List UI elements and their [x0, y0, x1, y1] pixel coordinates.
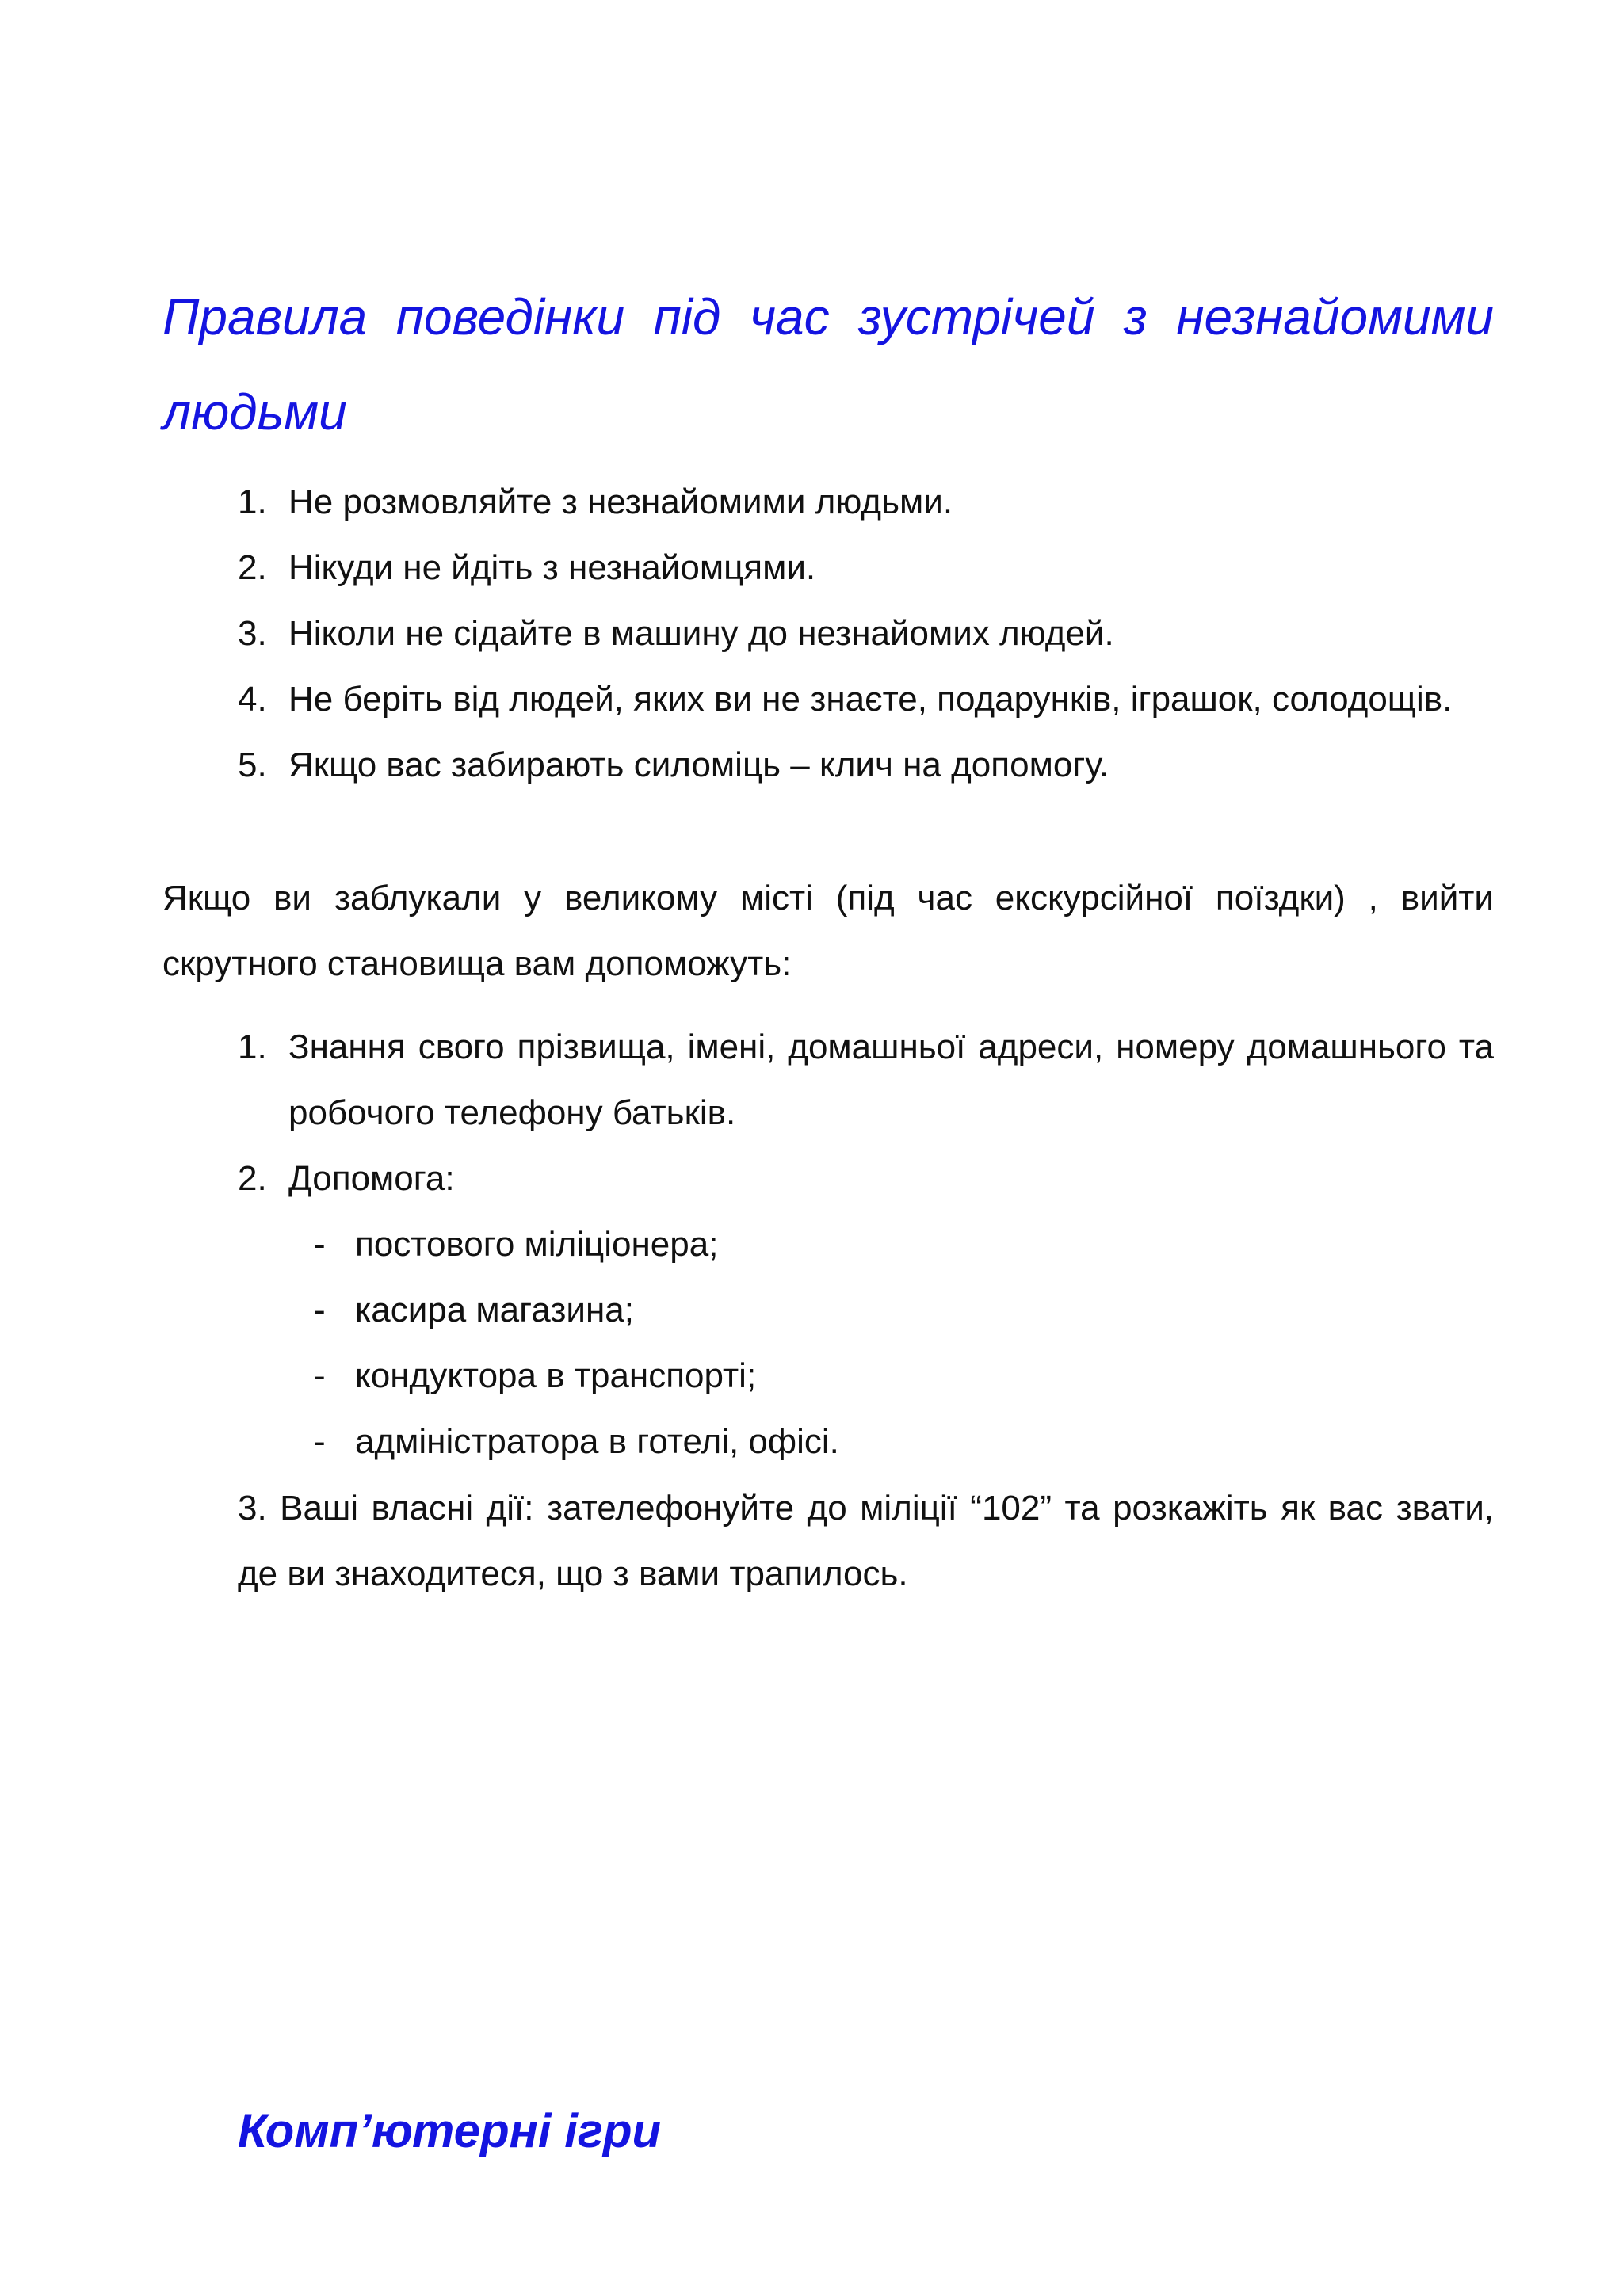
list-item — [238, 666, 1494, 732]
help-list — [238, 1014, 1494, 1474]
list-text: Не розмовляйте з незнайомими людьми. — [288, 482, 953, 521]
list-item — [238, 535, 1494, 601]
list-item — [238, 1146, 1494, 1211]
help-sublist — [238, 1211, 1494, 1474]
list-text: Нікуди не йдіть з незнайомцями. — [288, 548, 816, 587]
list-item — [238, 469, 1494, 535]
list-text: Ніколи не сідайте в машину до незнайомих людей. — [288, 614, 1114, 653]
list-text: Допомога: — [288, 1159, 455, 1198]
list-item — [238, 1014, 1494, 1146]
sublist-container — [238, 1211, 1494, 1474]
list-number: 1. — [238, 482, 267, 521]
section-heading: Комп’ютерні ігри — [238, 2104, 662, 2157]
list-number: 5. — [238, 746, 267, 784]
sublist-text: касира магазина; — [355, 1291, 634, 1329]
rules-list — [238, 469, 1494, 798]
list-item — [238, 732, 1494, 798]
list-text: Не беріть від людей, яких ви не знаєте, подарунків, іграшок, солодощів. — [288, 680, 1453, 719]
dash-bullet: - — [314, 1422, 326, 1461]
sublist-text: постового міліціонера; — [355, 1225, 719, 1264]
sublist-text: адміністратора в готелі, офісі. — [355, 1422, 839, 1461]
own-actions-paragraph: 3. Ваші власні дії: зателефонуйте до міліції “102” та розкажіть як вас звати, де ви знаходитеся, що з вами трапилось. — [238, 1489, 1494, 1593]
page-title: Правила поведінки під час зустрічей з незнайомими людьми — [162, 288, 1494, 441]
sublist-item — [314, 1343, 1494, 1409]
sublist-item — [314, 1277, 1494, 1343]
sublist-item — [314, 1409, 1494, 1474]
list-item — [238, 601, 1494, 666]
list-number: 2. — [238, 548, 267, 587]
lost-paragraph: Якщо ви заблукали у великому місті (під час екскурсійної поїздки) , вийти скрутного становища вам допоможуть: — [162, 879, 1494, 983]
list-number: 1. — [238, 1028, 267, 1066]
list-number: 2. — [238, 1159, 267, 1198]
list-number: 4. — [238, 680, 267, 719]
list-text: Якщо вас забирають силоміць – клич на допомогу. — [288, 746, 1109, 784]
list-text: Знання свого прізвища, імені, домашньої адреси, номеру домашнього та робочого телефону батьків. — [288, 1028, 1494, 1132]
dash-bullet: - — [314, 1356, 326, 1395]
sublist-item — [314, 1211, 1494, 1277]
dash-bullet: - — [314, 1291, 326, 1329]
dash-bullet: - — [314, 1225, 326, 1264]
list-number: 3. — [238, 614, 267, 653]
sublist-text: кондуктора в транспорті; — [355, 1356, 757, 1395]
